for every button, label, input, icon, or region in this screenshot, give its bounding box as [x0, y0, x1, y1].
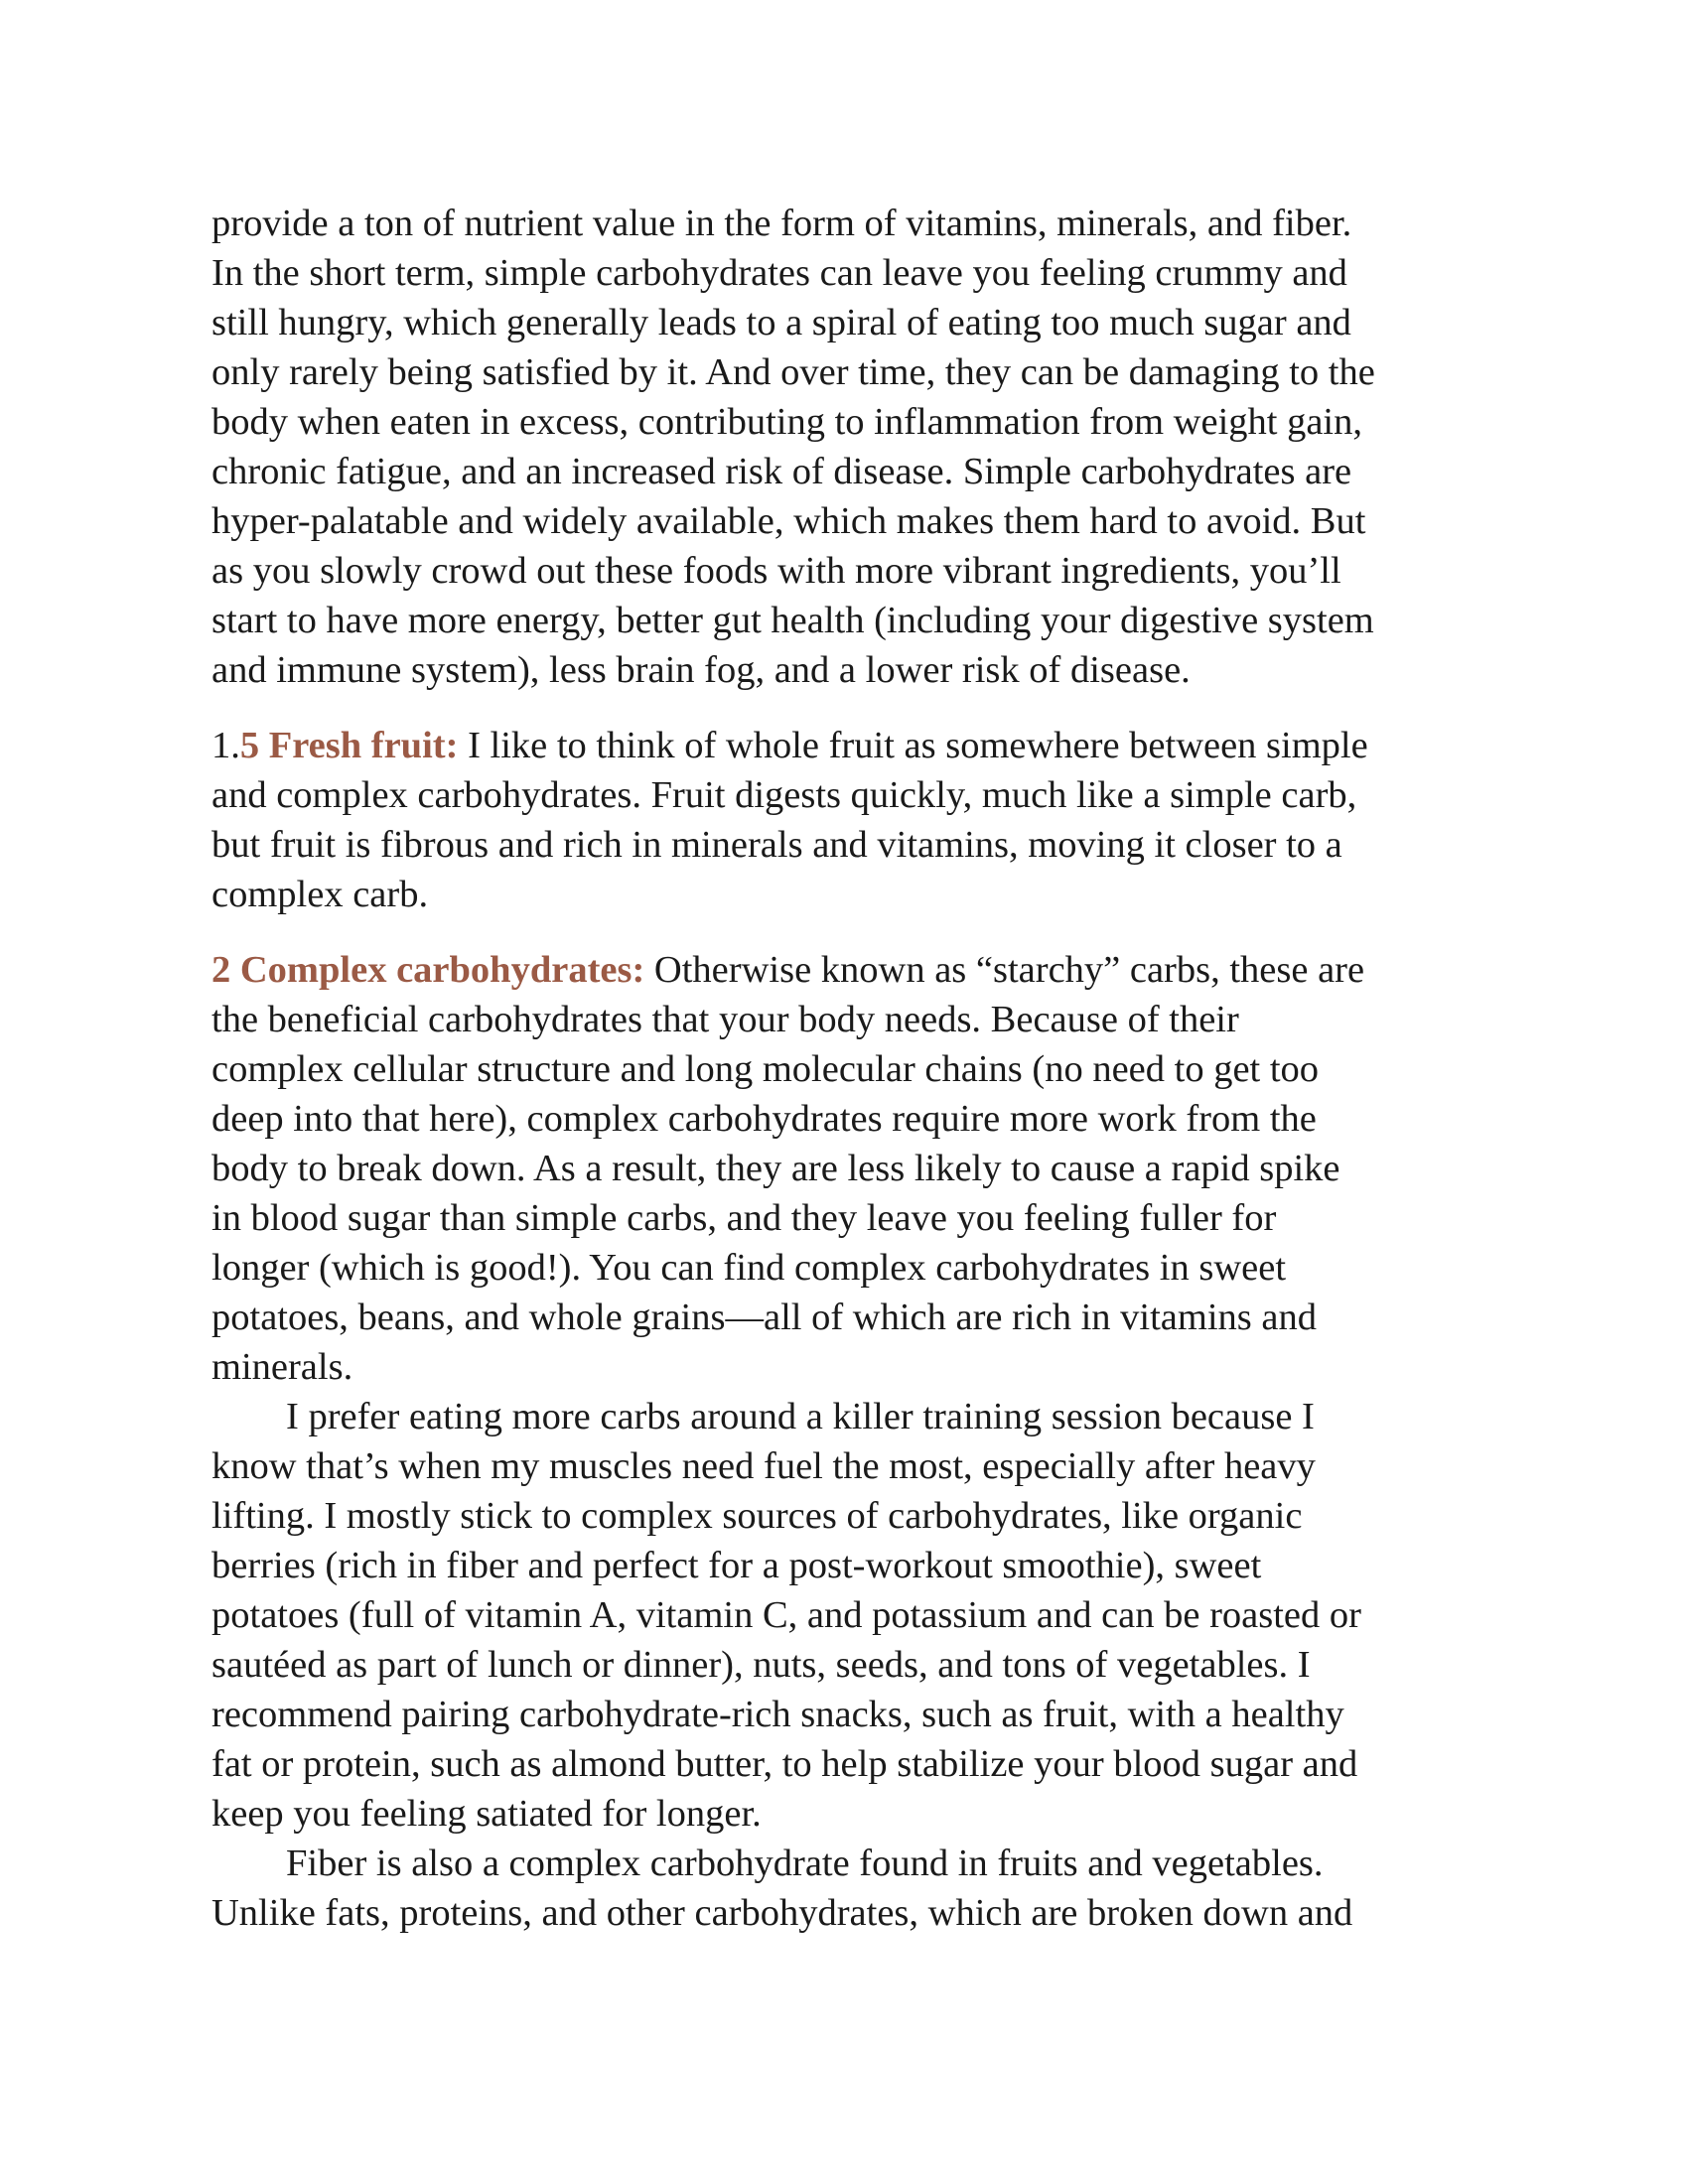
- text-line: hyper-palatable and widely available, which makes them hard to avoid. But: [211, 500, 1366, 542]
- text-line: complex cellular structure and long molecular chains (no need to get too: [211, 1048, 1320, 1090]
- paragraph-training: [211, 1392, 1492, 1839]
- text-line: body to break down. As a result, they are less likely to cause a rapid spike: [211, 1148, 1340, 1189]
- text-line: complex carb.: [211, 874, 429, 915]
- text-line: In the short term, simple carbohydrates can leave you feeling crummy and: [211, 252, 1347, 294]
- text-line: provide a ton of nutrient value in the form of vitamins, minerals, and fiber.: [211, 203, 1352, 244]
- text-line: chronic fatigue, and an increased risk of disease. Simple carbohydrates are: [211, 451, 1352, 492]
- text-line: lifting. I mostly stick to complex sources of carbohydrates, like organic: [211, 1495, 1303, 1537]
- text-line: know that’s when my muscles need fuel the most, especially after heavy: [211, 1445, 1316, 1487]
- paragraph-gap: [211, 695, 1492, 721]
- text-line: and immune system), less brain fog, and a lower risk of disease.: [211, 649, 1191, 691]
- text-line: in blood sugar than simple carbs, and they leave you feeling fuller for: [211, 1197, 1277, 1239]
- text-line: minerals.: [211, 1346, 353, 1388]
- section-first-line: [211, 721, 1492, 770]
- text-line: longer (which is good!). You can find complex carbohydrates in sweet: [211, 1247, 1287, 1289]
- document-page: [211, 199, 1492, 1938]
- text-line: fat or protein, such as almond butter, to help stabilize your blood sugar and: [211, 1743, 1358, 1785]
- text-line: body when eaten in excess, contributing to inflammation from weight gain,: [211, 401, 1363, 443]
- text-line: as you slowly crowd out these foods with more vibrant ingredients, you’ll: [211, 550, 1341, 592]
- paragraph-simple-carbs: [211, 199, 1492, 695]
- text-line: still hungry, which generally leads to a spiral of eating too much sugar and: [211, 302, 1351, 343]
- text-line: I prefer eating more carbs around a killer training session because I: [286, 1396, 1315, 1437]
- paragraph-fiber: [211, 1839, 1492, 1938]
- section-number-prefix: 1.: [211, 725, 240, 766]
- text-line: recommend pairing carbohydrate-rich snacks, such as fruit, with a healthy: [211, 1694, 1344, 1735]
- text-line: potatoes, beans, and whole grains—all of which are rich in vitamins and: [211, 1297, 1317, 1338]
- text-line: keep you feeling satiated for longer.: [211, 1793, 762, 1835]
- section-complex-carbs: [211, 945, 1492, 1392]
- text-line: berries (rich in fiber and perfect for a post-workout smoothie), sweet: [211, 1545, 1262, 1586]
- text-line: deep into that here), complex carbohydrates require more work from the: [211, 1098, 1317, 1140]
- section-heading-complex-carbs: 2 Complex carbohydrates:: [211, 949, 645, 991]
- text-line: but fruit is fibrous and rich in minerals and vitamins, moving it closer to a: [211, 824, 1342, 866]
- text-line: potatoes (full of vitamin A, vitamin C, and potassium and can be roasted or: [211, 1594, 1361, 1636]
- text-line: only rarely being satisfied by it. And over time, they can be damaging to the: [211, 351, 1375, 393]
- section-heading-fresh-fruit: 5 Fresh fruit:: [239, 725, 459, 766]
- text-line: start to have more energy, better gut health (including your digestive system: [211, 600, 1374, 641]
- text-line: Unlike fats, proteins, and other carbohydrates, which are broken down and: [211, 1892, 1353, 1934]
- section-fresh-fruit: [211, 721, 1492, 919]
- text-line: sautéed as part of lunch or dinner), nuts, seeds, and tons of vegetables. I: [211, 1644, 1311, 1686]
- text-line: and complex carbohydrates. Fruit digests quickly, much like a simple carb,: [211, 774, 1357, 816]
- section-first-line-text: I like to think of whole fruit as somewhere between simple: [458, 725, 1368, 766]
- section-first-line-text: Otherwise known as “starchy” carbs, these are: [644, 949, 1365, 991]
- paragraph-gap: [211, 919, 1492, 945]
- section-first-line: [211, 945, 1492, 995]
- text-line: Fiber is also a complex carbohydrate found in fruits and vegetables.: [286, 1843, 1324, 1884]
- text-line: the beneficial carbohydrates that your body needs. Because of their: [211, 999, 1239, 1040]
